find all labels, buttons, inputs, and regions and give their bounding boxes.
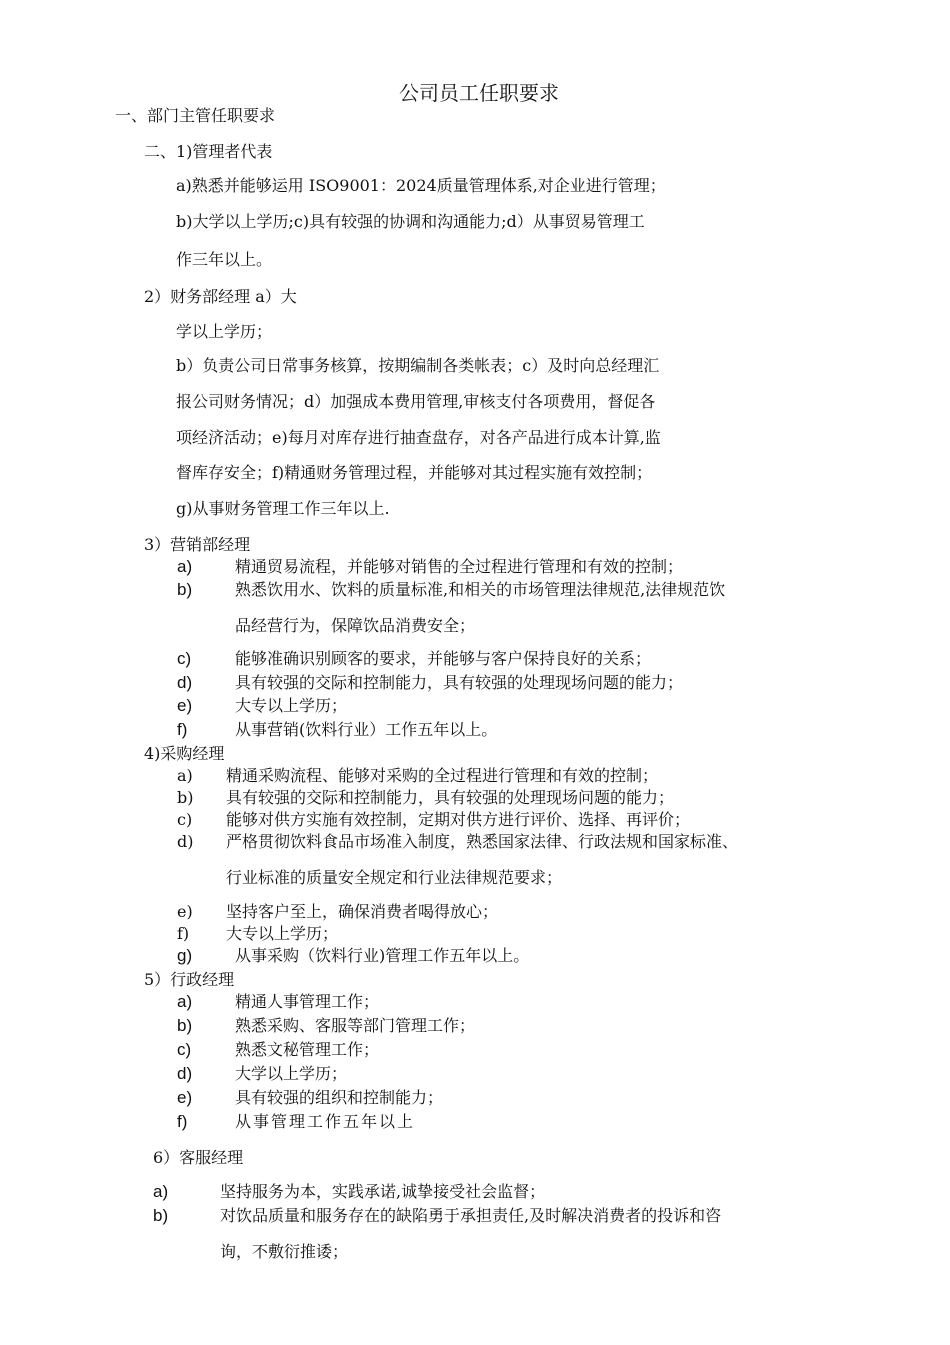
purchasing-item-text: 从事采购（饮料行业)管理工作五年以上。 xyxy=(235,946,530,965)
admin-item-text: 具有较强的组织和控制能力； xyxy=(235,1088,444,1107)
list-marker: d) xyxy=(177,832,194,851)
sales-item-text: 熟悉饮用水、饮料的质量标准,和相关的市场管理法律规范,法律规范饮 xyxy=(235,580,726,599)
list-marker: a) xyxy=(177,992,193,1011)
section-heading-1: 一、部门主管任职要求 xyxy=(115,106,276,125)
purchasing-item-text: 能够对供方实施有效控制，定期对供方进行评价、选择、再评价； xyxy=(226,810,691,829)
sales-item-text: 能够准确识别顾客的要求，并能够与客户保持良好的关系； xyxy=(235,649,652,668)
list-marker: a) xyxy=(177,557,193,576)
mgr-rep-line: b)大学以上学历;c)具有较强的协调和沟通能力;d）从事贸易管理工 xyxy=(176,212,645,231)
list-marker: g) xyxy=(177,946,193,965)
section-heading-2: 二、1)管理者代表 xyxy=(144,142,273,161)
list-marker: b) xyxy=(153,1206,169,1225)
finance-heading: 2）财务部经理 a）大 xyxy=(144,287,297,306)
service-heading: 6）客服经理 xyxy=(153,1148,244,1167)
list-marker: c) xyxy=(177,810,193,829)
list-marker: e) xyxy=(177,1088,193,1107)
purchasing-item-text: 具有较强的交际和控制能力，具有较强的处理现场问题的能力； xyxy=(226,788,675,807)
finance-line: 报公司财务情况；d）加强成本费用管理,审核支付各项费用，督促各 xyxy=(176,392,656,411)
list-marker: b) xyxy=(177,580,193,599)
list-marker: e) xyxy=(177,696,193,715)
list-marker: e) xyxy=(177,902,193,921)
sales-item-text: 大专以上学历； xyxy=(235,696,348,715)
admin-item-text: 熟悉文秘管理工作； xyxy=(235,1040,380,1059)
purchasing-heading: 4)采购经理 xyxy=(144,744,225,763)
purchasing-item-text: 大专以上学历； xyxy=(226,924,339,943)
list-marker: a) xyxy=(153,1182,169,1201)
service-item-text: 对饮品质量和服务存在的缺陷勇于承担责任,及时解决消费者的投诉和咨 xyxy=(220,1206,722,1225)
admin-item-text: 从事管理工作五年以上 xyxy=(235,1112,416,1131)
finance-line: b）负责公司日常事务核算，按期编制各类帐表；c）及时向总经理汇 xyxy=(176,356,660,375)
finance-line: 项经济活动；e)每月对库存进行抽查盘存，对各产品进行成本计算,监 xyxy=(176,428,661,447)
document-title: 公司员工任职要求 xyxy=(399,81,559,105)
finance-line: g)从事财务管理工作三年以上. xyxy=(176,499,390,518)
list-marker: f) xyxy=(177,1112,188,1131)
sales-item-text: 具有较强的交际和控制能力，具有较强的处理现场问题的能力； xyxy=(235,673,684,692)
purchasing-item-continuation: 行业标准的质量安全规定和行业法律规范要求； xyxy=(226,868,563,887)
list-marker: b) xyxy=(177,788,194,807)
service-item-text: 坚持服务为本，实践承诺,诚挚接受社会监督； xyxy=(220,1182,546,1201)
finance-line: 督库存安全；f)精通财务管理过程，并能够对其过程实施有效控制； xyxy=(176,463,653,482)
list-marker: d) xyxy=(177,1064,193,1083)
admin-item-text: 精通人事管理工作； xyxy=(235,992,380,1011)
list-marker: f) xyxy=(177,720,188,739)
admin-item-text: 熟悉采购、客服等部门管理工作； xyxy=(235,1016,476,1035)
list-marker: c) xyxy=(177,1040,192,1059)
list-marker: d) xyxy=(177,673,193,692)
list-marker: c) xyxy=(177,649,192,668)
sales-item-continuation: 品经营行为，保障饮品消费安全； xyxy=(235,616,476,635)
mgr-rep-line: a)熟悉并能够运用 ISO9001：2024质量管理体系,对企业进行管理； xyxy=(176,176,666,195)
admin-item-text: 大学以上学历； xyxy=(235,1064,348,1083)
sales-heading: 3）营销部经理 xyxy=(144,535,251,554)
list-marker: b) xyxy=(177,1016,193,1035)
purchasing-item-text: 精通采购流程、能够对采购的全过程进行管理和有效的控制； xyxy=(226,766,659,785)
mgr-rep-line: 作三年以上。 xyxy=(176,250,273,269)
finance-line: 学以上学历； xyxy=(176,322,273,341)
purchasing-item-text: 严格贯彻饮料食品市场准入制度，熟悉国家法律、行政法规和国家标准、 xyxy=(226,832,739,851)
admin-heading: 5）行政经理 xyxy=(144,970,235,989)
list-marker: a) xyxy=(177,766,193,785)
service-item-continuation: 询，不敷衍推诿； xyxy=(220,1242,349,1261)
sales-item-text: 从事营销(饮料行业）工作五年以上。 xyxy=(235,720,498,739)
sales-item-text: 精通贸易流程，并能够对销售的全过程进行管理和有效的控制； xyxy=(235,557,684,576)
list-marker: f) xyxy=(177,924,190,943)
purchasing-item-text: 坚持客户至上，确保消费者喝得放心； xyxy=(226,902,499,921)
